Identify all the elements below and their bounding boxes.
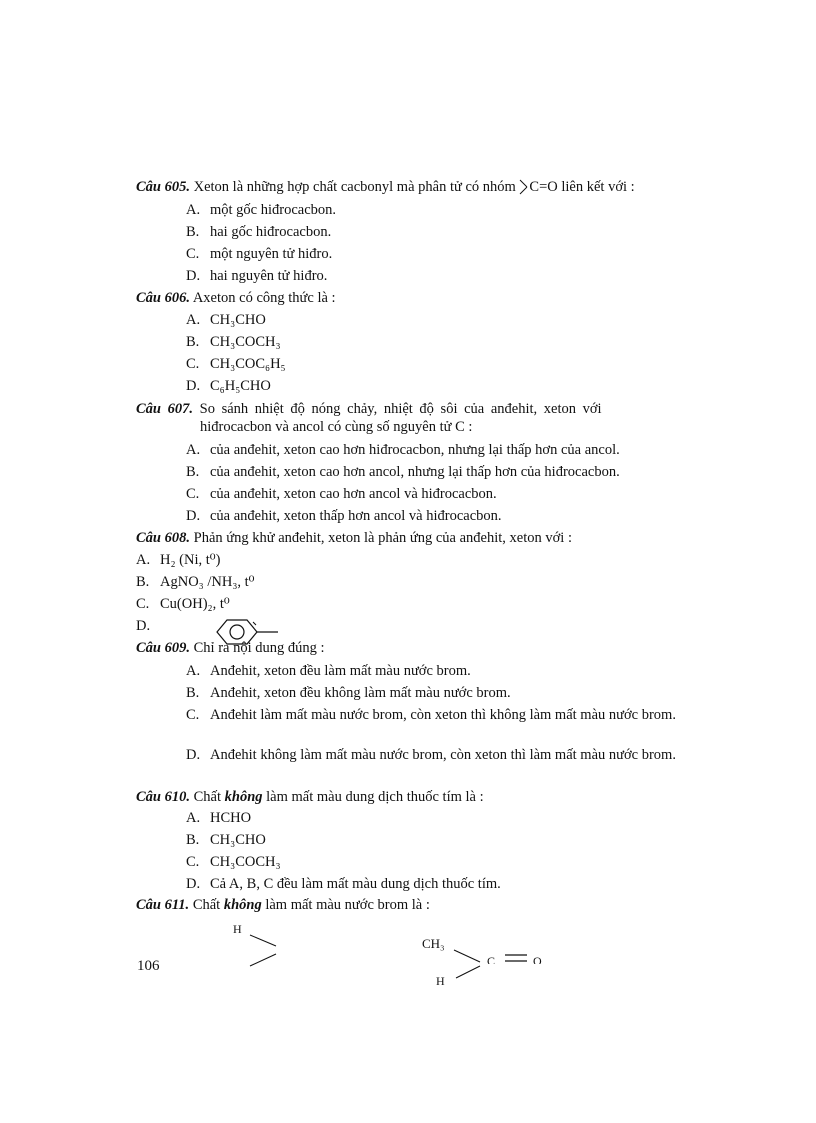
question-text-end: làm mất màu dung dịch thuốc tím là : <box>266 789 484 805</box>
option-607-b: B. của anđehit, xeton cao hơn ancol, nhưng lại thấp hơn của hiđrocacbon. <box>186 464 620 480</box>
option-610-c: C. CH₃COCH₃ <box>186 854 281 870</box>
emphasis-word: không <box>223 897 262 913</box>
question-text: Chất <box>193 789 222 805</box>
question-label: Câu 609. <box>136 640 190 656</box>
structure-o-label: O <box>533 954 542 964</box>
option-609-b: B. Anđehit, xeton đều không làm mất màu nước brom. <box>186 685 511 701</box>
option-605-b: B. hai gốc hiđrocacbon. <box>186 224 332 240</box>
question-606-stem <box>136 289 336 307</box>
structure-h-bottom-label: H <box>436 974 445 986</box>
option-610-a: A. HCHO <box>186 810 252 826</box>
question-607-stem-cont: hiđrocacbon và ancol có cùng số nguyên tử C : <box>200 419 473 435</box>
structure-c-label: C <box>487 954 496 964</box>
question-text: So sánh nhiệt độ nóng chảy, nhiệt độ sôi của anđehit, xeton với <box>199 401 602 417</box>
question-611-stem <box>136 896 430 914</box>
question-text-end: làm mất màu nước brom là : <box>265 897 430 913</box>
question-605-stem <box>136 178 635 196</box>
option-608-b: B. AgNO₃ /NH₃, t⁰ <box>136 574 255 590</box>
option-608-c: C. Cu(OH)₂, t⁰ <box>136 596 230 612</box>
question-label: Câu 610. <box>136 789 190 805</box>
option-607-a: A. của anđehit, xeton cao hơn hiđrocacbon, nhưng lại thấp hơn của ancol. <box>186 442 620 458</box>
option-609-d: D. Anđehit không làm mất màu nước brom, còn xeton thì làm mất màu nước brom. <box>186 747 676 763</box>
question-text: Phản ứng khử anđehit, xeton là phản ứng của anđehit, xeton với : <box>193 530 572 546</box>
option-610-b: B. CH₃CHO <box>186 832 266 848</box>
bracket-icon <box>519 178 529 196</box>
option-608-d: D. <box>136 618 151 634</box>
question-label: Câu 611. <box>136 897 190 913</box>
structure-bonds-right <box>452 944 492 984</box>
structure-ch3-label: CH₃ <box>422 936 445 951</box>
page-number: 106 <box>137 958 160 974</box>
option-605-c: C. một nguyên tử hiđro. <box>186 246 333 262</box>
option-607-c: C. của anđehit, xeton cao hơn ancol và hiđrocacbon. <box>186 486 497 502</box>
question-607-stem <box>136 400 681 418</box>
option-606-c: C. CH₃COC₆H₅ <box>186 356 286 372</box>
question-label: Câu 607. <box>136 401 193 417</box>
question-label: Câu 605. <box>136 179 190 195</box>
question-label: Câu 608. <box>136 530 190 546</box>
option-609-c: C. Anđehit làm mất màu nước brom, còn xeton thì không làm mất màu nước brom. <box>186 707 676 723</box>
question-text-end: liên kết với : <box>561 179 635 195</box>
carbonyl-group: C=O <box>519 178 557 196</box>
option-605-d: D. hai nguyên tử hiđro. <box>186 268 328 284</box>
question-610-stem <box>136 788 484 806</box>
option-606-b: B. CH₃COCH₃ <box>186 334 281 350</box>
option-607-d: D. của anđehit, xeton thấp hơn ancol và hiđrocacbon. <box>186 508 502 524</box>
question-608-stem <box>136 529 572 547</box>
option-609-a: A. Anđehit, xeton đều làm mất màu nước brom. <box>186 663 471 679</box>
structure-h-label: H <box>233 922 242 936</box>
question-text: Chất <box>192 897 221 913</box>
double-bond-icon <box>503 952 533 966</box>
option-606-a: A. CH₃CHO <box>186 312 266 328</box>
emphasis-word: không <box>224 789 263 805</box>
option-606-d: D. C₆H₅CHO <box>186 378 271 394</box>
structure-bonds-left <box>248 930 288 974</box>
question-label: Câu 606. <box>136 290 190 306</box>
question-text: Xeton là những hợp chất cacbonyl mà phân tử có nhóm <box>193 179 516 195</box>
option-605-a: A. một gốc hiđrocacbon. <box>186 202 337 218</box>
option-608-a: A. H₂ (Ni, t⁰) <box>136 552 221 568</box>
question-text: Chỉ ra nội dung đúng : <box>193 640 325 656</box>
option-610-d: D. Cả A, B, C đều làm mất màu dung dịch thuốc tím. <box>186 876 501 892</box>
question-609-stem <box>136 639 325 657</box>
question-text: Axeton có công thức là : <box>192 290 336 306</box>
